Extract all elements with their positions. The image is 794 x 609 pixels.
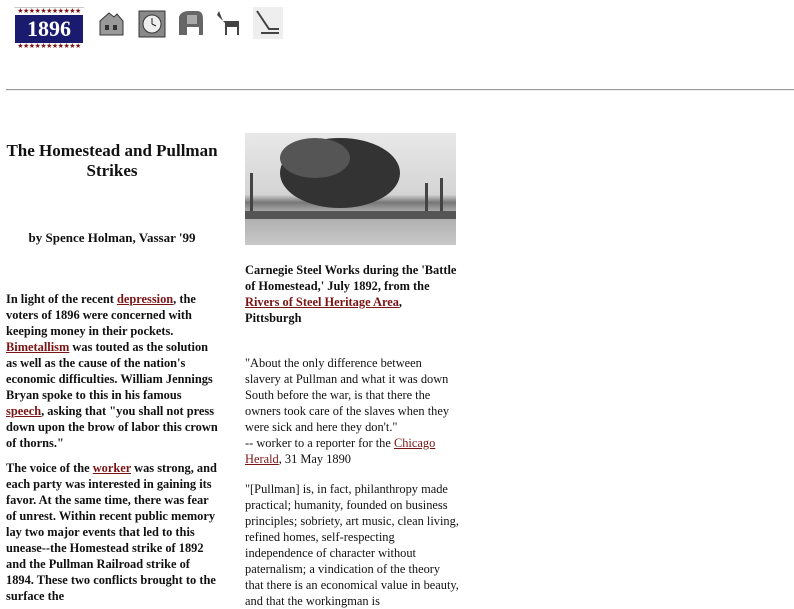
- depression-link[interactable]: depression: [116, 292, 174, 306]
- text: The voice of the: [6, 461, 93, 475]
- quote-text: "About the only difference between slavery at Pullman and what it was down South before the war, is that there the owners took care of the slaves when they were sick and here they don't.": [245, 356, 450, 434]
- intro-paragraph: [6, 291, 218, 451]
- speech-link[interactable]: speech: [6, 404, 42, 418]
- text: was touted as the solution as well as the cause of the nation's economic difficulties. William Jennings Bryan spoke to this in his famous: [6, 340, 213, 402]
- elephant-icon[interactable]: [175, 7, 205, 39]
- bimetallism-link[interactable]: Bimetallism: [6, 340, 70, 354]
- byline: by Spence Holman, Vassar '99: [28, 230, 196, 245]
- text: , 31 May 1890: [278, 452, 351, 466]
- text: -- worker to a reporter for the: [245, 436, 394, 450]
- header-divider: [6, 89, 794, 91]
- house-icon[interactable]: [97, 7, 127, 39]
- stars-decoration: ★★★★★★★★★★★: [17, 8, 81, 15]
- worker-paragraph: [6, 460, 218, 604]
- worker-quote: [245, 355, 460, 467]
- chicago-herald-link[interactable]: Chicago Herald: [245, 436, 436, 466]
- text: , Pittsburgh: [245, 295, 403, 325]
- pullman-quote: "[Pullman] is, in fact, philanthropy made practical; humanity, founded on business principles; sobriety, art music, clean living, refined homes, self-respecting independence of character without paternalism; a vindication of the theory that there is an economical value in beauty, and that the workingman is: [245, 482, 459, 608]
- clock-icon[interactable]: [137, 7, 167, 39]
- text: , asking that "you shall not press down upon the brow of labor this crown of thorns.": [6, 404, 218, 450]
- steel-works-image: [245, 133, 456, 245]
- 1896-logo[interactable]: [14, 7, 84, 51]
- donkey-icon[interactable]: [215, 7, 245, 39]
- plow-icon[interactable]: [253, 7, 283, 39]
- text: Carnegie Steel Works during the 'Battle of Homestead,' July 1892, from the: [245, 263, 457, 293]
- photo-caption: [245, 262, 457, 326]
- text: , the voters of 1896 were concerned with keeping money in their pockets.: [6, 292, 196, 338]
- text: was strong, and each party was interested in gaining its favor. At the same time, there was fear of unrest. Within recent public memory lay two major events that led to this unease--the Homestead strike of 1892 and the Pullman Railroad strike of 1894. These two conflicts brought to the surface the: [6, 461, 217, 603]
- worker-link[interactable]: worker: [92, 461, 132, 475]
- homestead-photo: [245, 133, 456, 245]
- rivers-of-steel-link[interactable]: Rivers of Steel Heritage Area: [245, 295, 399, 309]
- stars-decoration: ★★★★★★★★★★★: [17, 43, 81, 50]
- page-title: The Homestead and Pullman Strikes: [6, 141, 218, 180]
- text: In light of the recent: [6, 292, 117, 306]
- logo-text: 1896: [15, 15, 83, 43]
